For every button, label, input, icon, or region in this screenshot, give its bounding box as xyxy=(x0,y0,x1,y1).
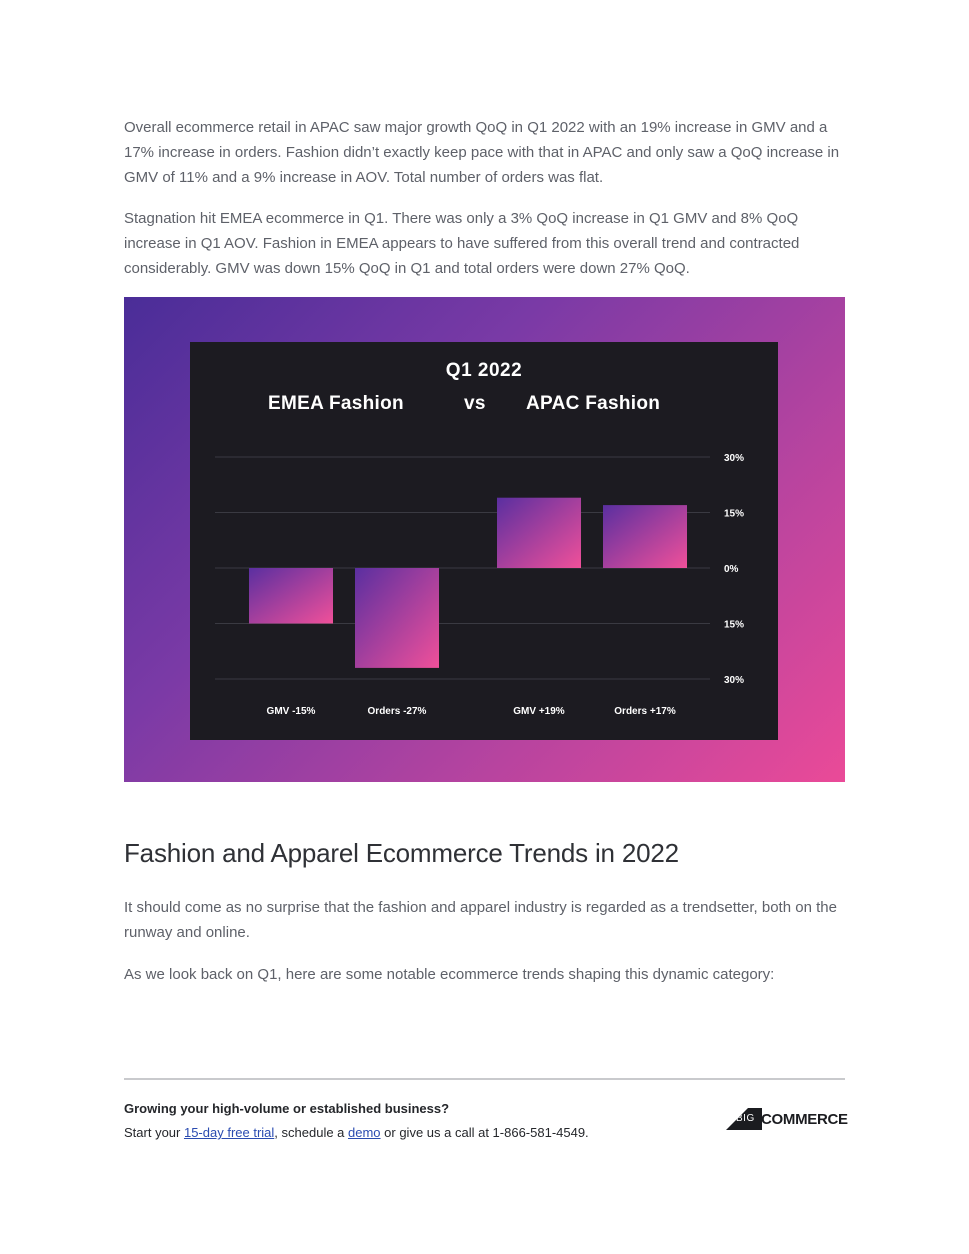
y-tick-label: 15% xyxy=(724,619,745,631)
footer-cta xyxy=(124,1125,589,1140)
bar xyxy=(603,505,687,568)
free-trial-link[interactable]: 15-day free trial xyxy=(183,1125,275,1140)
chart-subtitle-emea: EMEA Fashion xyxy=(268,393,404,414)
footer-headline: Growing your high-volume or established business? xyxy=(124,1101,450,1116)
y-tick-label: 15% xyxy=(724,508,745,520)
bar-chart xyxy=(190,342,778,740)
logo-big-text: BIG xyxy=(736,1113,755,1124)
intro-paragraph-apac: Overall ecommerce retail in APAC saw major growth QoQ in Q1 2022 with an 19% increase in GMV and a 17% increase in orders. Fashion didn’t exactly keep pace with that in APAC and only saw a QoQ increase in GMV of 11% and a 9% increase in AOV. Total number of orders was flat. xyxy=(124,119,840,186)
bar xyxy=(249,568,333,624)
chart-subtitle-apac: APAC Fashion xyxy=(526,393,661,414)
y-tick-label: 30% xyxy=(724,675,745,686)
category-label: GMV +19% xyxy=(513,706,565,717)
y-tick-label: 0% xyxy=(724,564,739,575)
category-label: GMV -15% xyxy=(266,706,316,717)
category-label: Orders +17% xyxy=(614,706,676,717)
footer-text-end: or give us a call at 1-866-581-4549. xyxy=(380,1125,589,1140)
section-heading: Fashion and Apparel Ecommerce Trends in 2022 xyxy=(124,838,679,868)
y-tick-label: 30% xyxy=(724,453,745,464)
category-label: Orders -27% xyxy=(367,706,427,717)
chart-subtitle-vs: vs xyxy=(464,393,486,414)
footer-divider xyxy=(124,1078,845,1080)
chart-figure xyxy=(124,297,845,782)
footer-text-middle: , schedule a xyxy=(274,1125,349,1140)
trend-paragraph: It should come as no surprise that the fashion and apparel industry is regarded as a trendsetter, both on the runway and online. xyxy=(124,899,837,941)
demo-link[interactable]: demo xyxy=(348,1125,381,1140)
intro-paragraph-emea: Stagnation hit EMEA ecommerce in Q1. There was only a 3% QoQ increase in Q1 GMV and 8% QoQ increase in Q1 AOV. Fashion in EMEA appears to have suffered from this overall trend and contracted considerably. GMV was down 15% QoQ in Q1 and total orders were down 27% QoQ. xyxy=(124,210,800,277)
bigcommerce-logo xyxy=(726,1106,847,1132)
logo-commerce-text: COMMERCE xyxy=(761,1111,848,1128)
footer-text-start: Start your xyxy=(124,1125,184,1140)
bar xyxy=(497,498,581,568)
trend-intro-paragraph: As we look back on Q1, here are some notable ecommerce trends shaping this dynamic category: xyxy=(124,966,775,983)
chart-panel xyxy=(190,342,778,740)
bar xyxy=(355,568,439,668)
chart-title: Q1 2022 xyxy=(445,360,523,381)
